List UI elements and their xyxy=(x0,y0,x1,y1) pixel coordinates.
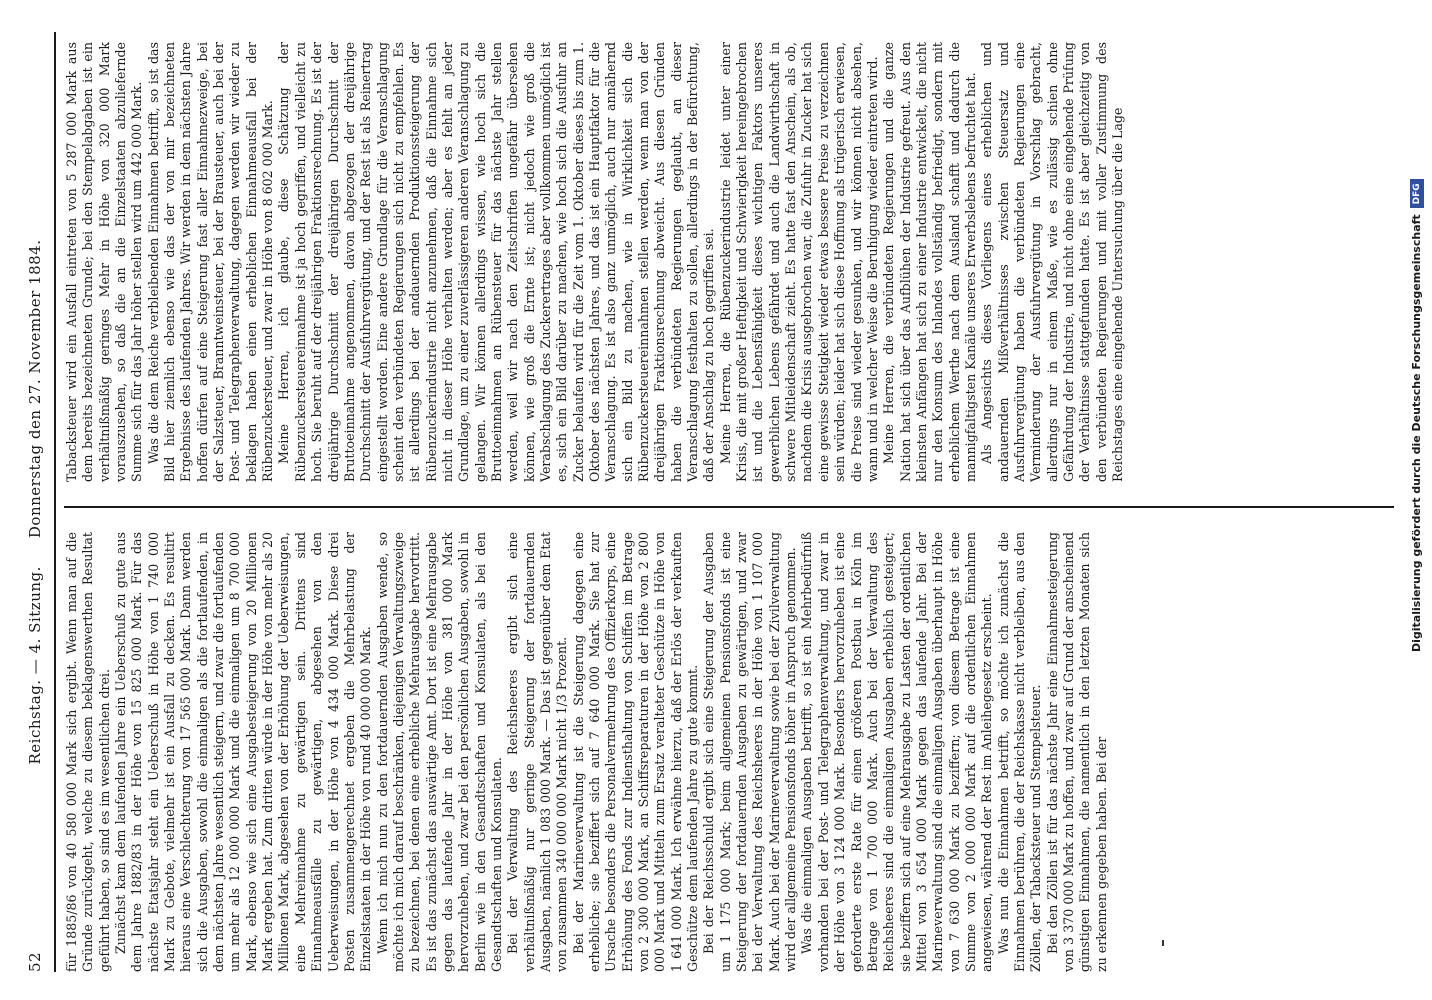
running-head-titles xyxy=(26,32,44,972)
paragraph: für 1885/86 von 40 580 000 Mark sich ergibt. Wenn man auf die Gründe zurückgeht, welche zu diesem beklagenswerthen Resultat geführt haben, so sind es im wesentlichen drei. xyxy=(64,532,112,972)
left-running-title: Reichstag. — 4. Sitzung. xyxy=(26,566,44,765)
right-running-title: Donnerstag den 27. November 1884. xyxy=(26,239,44,539)
paragraph: Bei der Reichsschuld ergibt sich eine Steigerung der Ausgaben um 1 175 000 Mark; beim allgemeinen Pensionsfonds ist eine Steigerung der fortdauernden Ausgaben zu gewärtigen, und zwar bei der Verwaltung des Reichsheeres in der Höhe von 1 107 000 Mark. Auch bei der Marineverwaltung sowie bei der Zivilverwaltung wird der allgemeine Pensionsfonds höher in Anspruch genommen. xyxy=(701,532,799,972)
paragraph: Wenn ich mich nun zu den fortdauernden Ausgaben wende, so möchte ich mich darauf beschränken, diejenigen Verwaltungszweige zu bezeichnen, bei denen eine erhebliche Mehrausgabe hervortritt. Es ist das zunächst das auswärtige Amt. Dort ist eine Mehrausgabe gegen das laufende Jahr in der Höhe von 381 000 Mark hervorzuheben, und zwar bei den persönlichen Ausgaben, sowohl in Berlin wie in den Gesandtschaften und Konsulaten, als bei den Gesandtschaften und Konsulaten. xyxy=(374,532,504,972)
left-text-column xyxy=(64,532,1404,972)
paragraph: Bei der Marineverwaltung ist die Steigerung dagegen eine erhebliche; sie beziffert sich auf 7 640 000 Mark. Sie hat zur Ursache besonders die Personalvermehrung des Offizierkorps, eine Erhöhung des Fonds zur Indiensthaltung von Schiffen im Betrage von 2 300 000 Mark, an Schiffsreparaturen in der Höhe von 2 800 000 Mark und Mitteln zum Ersatz veralteter Geschütze in Höhe von 1 641 000 Mark. Ich erwähne hierzu, daß der Erlös der verkauften Geschütze dem laufenden Jahre zu gute kommt. xyxy=(570,532,701,972)
paragraph: Als Angesichts dieses Vorliegens eines erheblichen und andauernden Mißverhältnisses zwischen Steuersatz und Ausfuhrvergütung haben die verbündeten Regierungen eine Verminderung der Ausfuhrvergütung in Vorschlag gebracht, allerdings nur in einem Maße, wie es zulässig schien ohne Gefährdung der Industrie, und nicht ohne eine eingehende Prüfung der Verhältnisse stattgefunden hatte. Es ist aber gleichzeitig von den verbündeten Regierungen und mit voller Zustimmung des Reichstages eine eingehende Untersuchung über die Lage xyxy=(979,42,1125,482)
digitization-note xyxy=(1408,12,1426,652)
digitization-text: Digitalisierung gefördert durch die Deutsche Forschungsgemeinschaft xyxy=(1410,214,1423,652)
page-number: 52 xyxy=(26,951,44,972)
paragraph: Meine Herren, die Rübenzuckerindustrie leidet unter einer Krisis, die mit großer Heftigkeit und Schwierigkeit hereingebrochen ist und die Lebensfähigkeit dieses wichtigen Faktors unseres gewerblichen Lebens gefährdet und auch die Landwirthschaft in schwere Mitleidenschaft zieht. Es hatte fast den Anschein, als ob, nachdem die Krisis ausgebrochen war, die Zufuhr in Zucker hat sich eine gewisse Stetigkeit wieder etwas bessere Preise zu verzeichnen sein würden; leider hat sich diese Hoffnung als trügerisch erwiesen, die Preise sind wieder gesunken, und wir können nicht absehen, wann und in welcher Weise die Beruhigung wieder eintreten wird. xyxy=(717,42,880,482)
paragraph: Was die dem Reiche verbleibenden Einnahmen betrifft, so ist das Bild hier ziemlich ebenso wie das der von mir bezeichneten Ergebnisse des laufenden Jahres. Wir werden in dem nächsten Jahre hoffen dürfen auf eine Steigerung fast aller Einnahmezweige, bei der Salzsteuer, Branntweinsteuer, bei der Brausteuer, auch bei der Post- und Telegraphenverwaltung, dagegen werden wir wieder zu beklagen haben einen erheblichen Einnahmeausfall bei der Rübenzuckersteuer, und zwar in Höhe von 8 602 000 Mark. xyxy=(145,42,276,482)
paragraph: Was die einmaligen Ausgaben betrifft, so ist ein Mehrbedürfniß vorhanden bei der Post- und Telegraphenverwaltung, und zwar in der Höhe von 3 124 000 Mark. Besonders hervorzuheben ist eine geforderte erste Rate für einen größeren Postbau in Köln im Betrage von 1 700 000 Mark. Auch bei der Verwaltung des Reichsheeres sind die einmaligen Ausgaben erheblich gesteigert; sie beziffern sich auf eine Mehrausgabe zu Lasten der ordentlichen Mittel von 3 654 000 Mark gegen das laufende Jahr. Bei der Marineverwaltung sind die einmaligen Ausgaben überhaupt in Höhe von 7 630 000 Mark zu beziffern; von diesem Betrage ist eine Summe von 2 000 000 Mark auf die ordentlichen Einnahmen angewiesen, während der Rest im Anleihegesetz erscheint. xyxy=(799,532,995,972)
rotated-newspaper-page xyxy=(20,32,1420,972)
column-divider xyxy=(64,506,1394,508)
header-rule xyxy=(54,32,56,972)
right-text-column xyxy=(64,42,1404,482)
paragraph: Meine Herren, die verbündeten Regierungen und die ganze Nation hat sich über das Aufblühen der Industrie gefreut. Aus den kleinsten Anfängen hat sich zu einer Industrie entwickelt, die nicht nur den Konsum des Inlandes vollständig befriedigt, sondern mit erheblichem Werthe nach dem Ausland schafft und dadurch die mannigfaltigsten Kanäle unseres Erwerbslebens befruchtet hat. xyxy=(881,42,978,482)
dfg-logo: DFG xyxy=(1410,179,1424,208)
paragraph: Meine Herren, ich glaube, diese Schätzung der Rübenzuckersteuereinnahme ist ja hoch gegriffen, und vielleicht zu hoch. Sie beruht auf der dreijährigen Fraktionsrechnung. Es ist der dreijährige Durchschnitt der dreijährigen Durchschnitt der Bruttoeinnahme angenommen, davon abgezogen der dreijährige Durchschnitt der Ausfuhrvergütung, und der Rest ist als Reinertrag eingestellt worden. Eine andere Grundlage für die Veranschlagung scheint den verbündeten Regierungen sich nicht zu empfehlen. Es ist allerdings bei der andauernden Produktionssteigerung der Rübenzuckerindustrie nicht anzunehmen, daß die Einnahme sich nicht in dieser Höhe verhalten werden; aber es fehlt an jeder Grundlage, um zu einer zuverlässigeren anderen Veranschlagung zu gelangen. Wir können allerdings wissen, wie hoch sich die Bruttoeinnahmen an Rübensteuer für das nächste Jahr stellen werden, weil wir nach den Zeitschriften ungefähr übersehen können, wie groß die Ernte ist; nicht jedoch wie groß die Verabschlagung des Zuckerertrages aber vollkommen unmöglich ist es, sich ein Bild darüber zu machen, wie hoch sich die Ausfuhr an Zucker belaufen wird für die Zeit vom 1. Oktober dieses bis zum 1. Oktober des nächsten Jahres, und das ist ein Hauptfaktor für die Veranschlagung. Es ist also ganz unmöglich, auch nur annähernd sich ein Bild zu machen, wie in Wirklichkeit sich die Rübenzuckersteuereinnahmen stellen werden, wenn man von der dreijährigen Fraktionsrechnung abweicht. Aus diesen Gründen haben die verbündeten Regierungen geglaubt, an dieser Veranschlagung festhalten zu sollen, allerdings in der Befürchtung, daß der Anschlag zu hoch gegriffen sei. xyxy=(276,42,717,482)
paragraph: Tabacksteuer wird ein Ausfall eintreten von 5 287 000 Mark aus dem bereits bezeichneten Grunde; bei den Stempelabgaben ist ein verhältnißmäßig geringes Mehr in Höhe von 320 000 Mark vorauszusehen, so daß die an die Einzelstaaten abzuliefernde Summe sich für das Jahr höher stellen wird um 442 000 Mark. xyxy=(64,42,145,482)
scan-speck xyxy=(1162,940,1164,946)
paragraph: Bei den Zöllen ist für das nächste Jahr eine Einnahmesteigerung von 3 370 000 Mark zu hoffen, und zwar auf Grund der anscheinend günstigen Einnahmen, die namentlich in den letzten Monaten sich zu erkennen gegeben haben. Bei der xyxy=(1044,532,1109,972)
paragraph: Zunächst kam dem laufenden Jahre ein Ueberschuß zu gute aus dem Jahre 1882/83 in der Höhe von 15 825 000 Mark. Für das nächste Etatsjahr steht ein Ueberschuß in Höhe von 1 740 000 Mark zu Gebote, vielmehr ist ein Ausfall zu decken. Es resultirt hieraus eine Verschlechterung von 17 565 000 Mark. Dann werden sich die Ausgaben, sowohl die einmaligen als die fortlaufenden, in dem nächsten Jahre wesentlich steigern, und zwar die fortlaufenden um mehr als 12 000 000 Mark und die einmaligen um 8 700 000 Mark, ebenso wie sich eine Ausgabesteigerung von 20 Millionen Mark ergeben hat. Zum dritten würde in der Höhe von mehr als 20 Millionen Mark, abgesehen von der Erhöhung der Ueberweisungen, eine Mehreinnahme zu gewärtigen sein. Drittens sind Einnahmeausfälle zu gewärtigen, abgesehen von den Ueberweisungen, in der Höhe von 4 434 000 Mark. Diese drei Posten zusammengerechnet ergeben die Mehrbelastung der Einzelstaaten in der Höhe von rund 40 000 000 Mark. xyxy=(113,532,374,972)
paragraph: Was nun die Einnahmen betrifft, so möchte ich zunächst die Einnahmen berühren, die der Reichskasse nicht verbleiben, aus den Zöllen, der Tabacksteuer und Stempelsteuer. xyxy=(995,532,1044,972)
paragraph: Bei der Verwaltung des Reichsheeres ergibt sich eine verhältnißmäßig nur geringe Steigerung der fortdauernden Ausgaben, nämlich 1 083 000 Mark. — Das ist gegenüber dem Etat von zusammen 340 000 000 Mark nicht 1/3 Prozent. xyxy=(505,532,570,972)
running-head xyxy=(26,32,48,972)
